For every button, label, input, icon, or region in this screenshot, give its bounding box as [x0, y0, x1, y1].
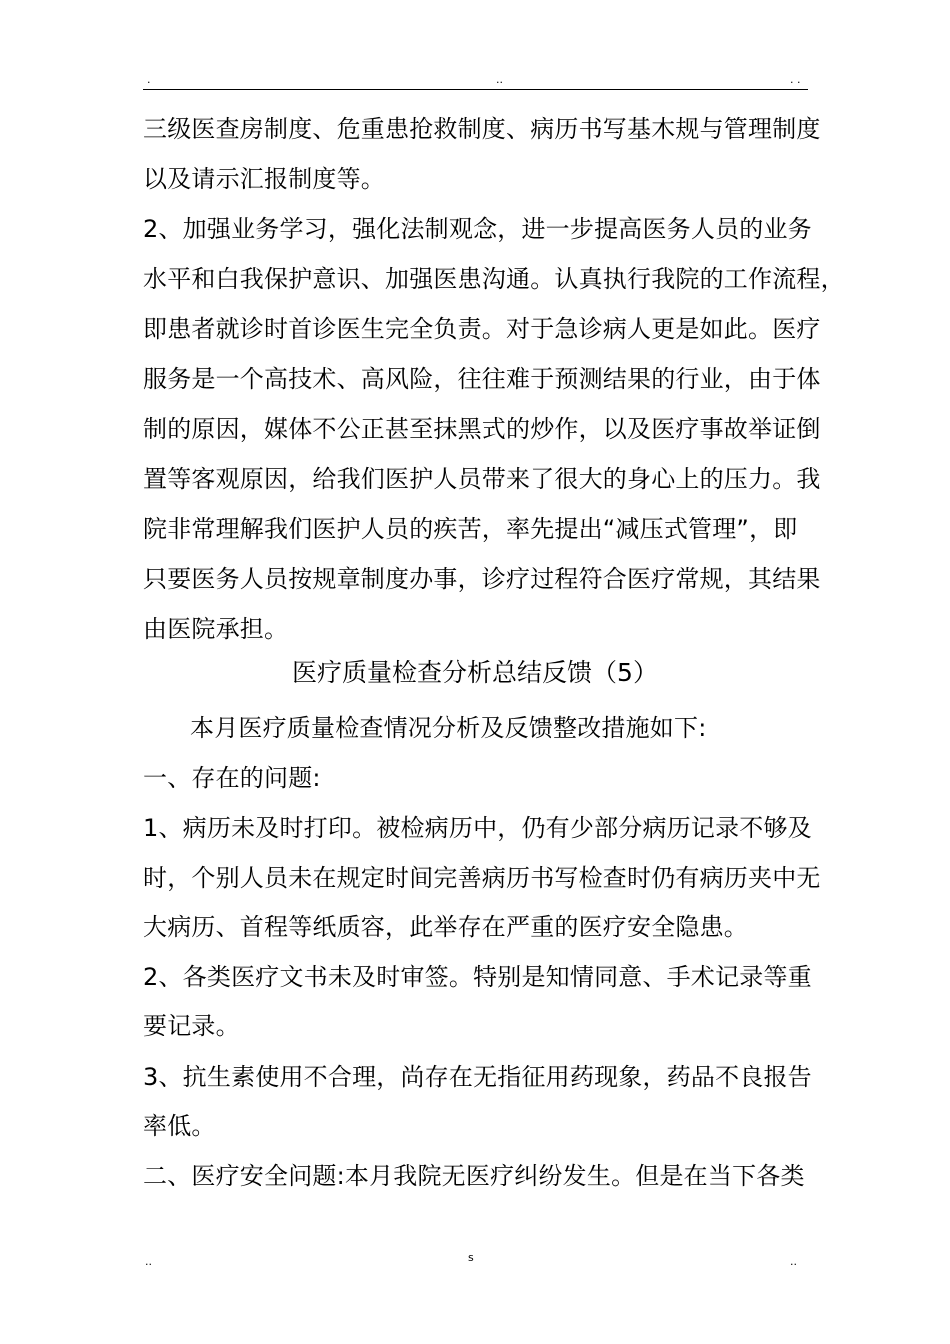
header-mark-right: . . [790, 73, 801, 86]
body-line: 由医院承担。 [143, 615, 289, 643]
footer-mark-right: .. [790, 1255, 797, 1268]
header-rule [143, 89, 808, 90]
body-line: 制的原因，媒体不公正甚至抹黑式的炒作，以及医疗事故举证倒 [143, 415, 821, 443]
body-line: 二、医疗安全问题:本月我院无医疗纠纷发生。但是在当下各类 [143, 1162, 805, 1190]
body-line: 要记录。 [143, 1012, 240, 1040]
section-title: 医疗质量检查分析总结反馈（5） [292, 658, 658, 687]
body-line: 大病历、首程等纸质容，此举存在严重的医疗安全隐患。 [143, 913, 748, 941]
body-line: 3、抗生素使用不合理，尚存在无指征用药现象，药品不良报告 [143, 1063, 812, 1091]
body-line: 服务是一个高技术、高风险，往往难于预测结果的行业，由于体 [143, 365, 821, 393]
footer-mark-center: s [468, 1251, 474, 1264]
body-line: 三级医查房制度、危重患抢救制度、病历书写基木规与管理制度 [143, 115, 821, 143]
body-line: 2、各类医疗文书未及时审签。特别是知情同意、手术记录等重 [143, 963, 812, 991]
body-line: 置等客观原因，给我们医护人员带来了很大的身心上的压力。我 [143, 465, 821, 493]
body-line: 以及请示汇报制度等。 [143, 165, 385, 193]
body-line: 2、加强业务学习，强化法制观念，进一步提高医务人员的业务 [143, 215, 812, 243]
header-mark-left: . [147, 73, 151, 86]
body-line: 本月医疗质量检查情况分析及反馈整改措施如下: [190, 714, 707, 742]
body-line: 水平和白我保护意识、加强医患沟通。认真执行我院的工作流程， [143, 265, 845, 293]
header-mark-center: .. [496, 73, 503, 86]
body-line: 时，个别人员未在规定时间完善病历书写检查时仍有病历夹中无 [143, 864, 821, 892]
footer-mark-left: .. [145, 1255, 152, 1268]
body-line: 院非常理解我们医护人员的疾苦，率先提出“减压式管理”，即 [143, 515, 798, 543]
body-line: 一、存在的问题: [143, 764, 321, 792]
body-line: 即患者就诊时首诊医生完全负责。对于急诊病人更是如此。医疗 [143, 315, 821, 343]
body-line: 率低。 [143, 1112, 216, 1140]
body-line: 只要医务人员按规章制度办事，诊疗过程符合医疗常规，其结果 [143, 565, 821, 593]
body-line: 1、病历未及时打印。被检病历中，仍有少部分病历记录不够及 [143, 814, 812, 842]
